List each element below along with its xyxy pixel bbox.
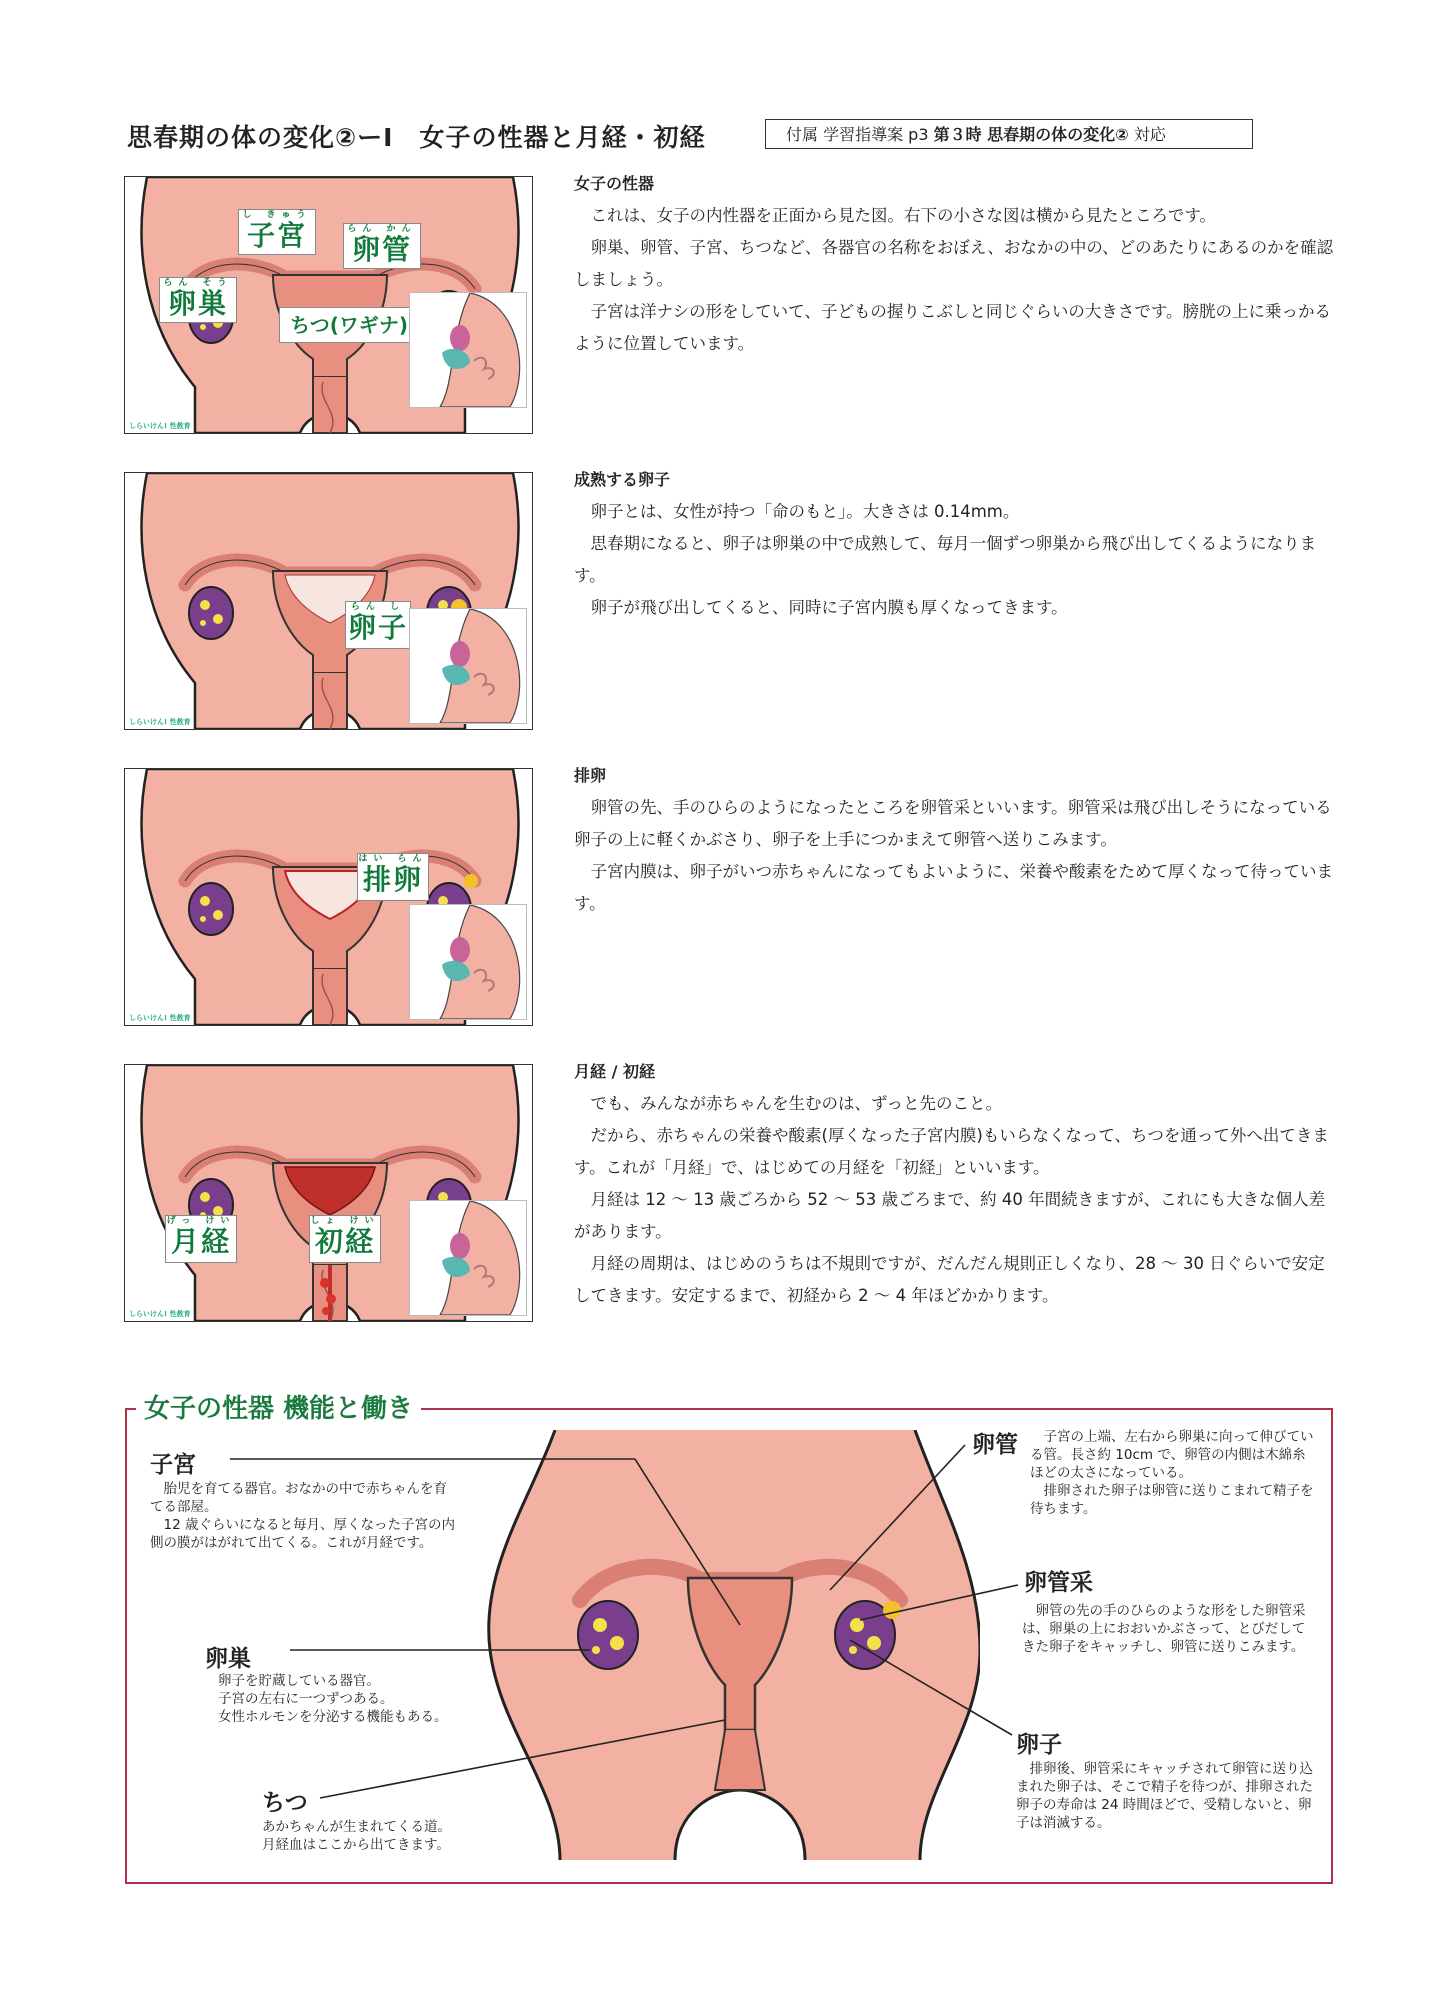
diagram-panel-genitals [124,176,533,434]
label-menstruation: げっ けい 月経 [165,1215,237,1263]
diagram-panel-ovulation [124,768,533,1026]
publisher-logo: しらいけん! 性教育 [129,1310,191,1318]
func-desc-fimbria: 卵管の先の手のひらのような形をした卵管采は、卵巣の上におおいかぶさって、とびだしてきた卵子をキャッチし、卵管に送りこみます。 [1022,1603,1306,1655]
publisher-logo: しらいけん! 性教育 [129,422,191,430]
functions-title: 女子の性器 機能と働き [136,1388,421,1425]
func-label-ovum: 卵子 [1016,1732,1062,1758]
func-label-fallopian-tube: 卵管 [972,1432,1018,1458]
label-ovulation: はい らん 排卵 [357,853,429,901]
side-view-inset [409,1200,527,1316]
label-menarche: しょ けい 初経 [309,1215,381,1263]
paragraph: だから、赤ちゃんの栄養や酸素(厚くなった子宮内膜)もいらなくなって、ちつを通って外へ出てきます。これが「月経」で、はじめての月経を「初経」といいます。 [574,1126,1329,1177]
section-heading: 排卵 [574,766,607,785]
func-desc-fallopian-tube: 子宮の上端、左右から卵巣に向って伸びている管。長さ約 10cm で、卵管の内側は木綿糸ほどの太さになっている。 排卵された卵子は卵管に送りこまれて精子を待ちます。 [1030,1429,1314,1517]
section-heading: 成熟する卵子 [574,470,671,489]
side-view-inset [409,608,527,724]
paragraph: でも、みんなが赤ちゃんを生むのは、ずっと先のこと。 [590,1094,1003,1113]
publisher-logo: しらいけん! 性教育 [129,1014,191,1022]
page-title: 思春期の体の変化②ーⅠ 女子の性器と月経・初経 [127,123,706,152]
section-ovum [574,466,1334,624]
func-label-uterus: 子宮 [150,1452,196,1478]
section-ovulation [574,762,1334,920]
label-vagina: ちつ(ワギナ) [279,307,419,343]
func-desc-vagina: あかちゃんが生まれてくる道。 月経血はここから出てきます。 [262,1819,451,1853]
section-menstruation [574,1058,1334,1312]
paragraph: 月経の周期は、はじめのうちは不規則ですが、だんだん規則正しくなり、28 ～ 30 日ぐらいで安定してきます。安定するまで、初経から 2 ～ 4 年ほどかかります。 [574,1254,1325,1305]
paragraph: 子宮は洋ナシの形をしていて、子どもの握りこぶしと同じぐらいの大きさです。膀胱の上に乗っかるように位置しています。 [574,302,1332,353]
paragraph: これは、女子の内性器を正面から見た図。右下の小さな図は横から見たところです。 [590,206,1217,225]
func-label-vagina: ちつ [262,1790,308,1816]
paragraph: 思春期になると、卵子は卵巣の中で成熟して、毎月一個ずつ卵巣から飛び出してくるようになります。 [574,534,1317,585]
diagram-panel-ovum [124,472,533,730]
paragraph: 月経は 12 ～ 13 歳ごろから 52 ～ 53 歳ごろまで、約 40 年間続きますが、これにも大きな個人差があります。 [574,1190,1326,1241]
paragraph: 卵子が飛び出してくると、同時に子宮内膜も厚くなってきます。 [590,598,1068,617]
side-view-inset [409,904,527,1020]
func-desc-ovary: 卵子を貯蔵している器官。 子宮の左右に一つずつある。 女性ホルモンを分泌する機能もある。 [218,1673,448,1725]
section-heading: 女子の性器 [574,174,655,193]
label-ovary: らん そう 卵巣 [159,277,237,323]
section-heading: 月経 / 初経 [574,1062,655,1081]
paragraph: 卵管の先、手のひらのようになったところを卵管采といいます。卵管采は飛び出しそうになっている卵子の上に軽くかぶさり、卵子を上手につかまえて卵管へ送りこみます。 [574,798,1332,849]
section-genitals [574,170,1334,360]
label-uterus: し きゅう 子宮 [238,209,316,255]
reference-box [765,119,1253,149]
func-desc-uterus: 胎児を育てる器官。おなかの中で赤ちゃんを育てる部屋。 12 歳ぐらいになると毎月、厚くなった子宮の内側の膜がはがれて出てくる。これが月経です。 [150,1481,455,1551]
diagram-panel-menstruation [124,1064,533,1322]
reference-prefix: 付属 学習指導案 p3 [786,125,929,144]
paragraph: 子宮内膜は、卵子がいつ赤ちゃんになってもよいように、栄養や酸素をためて厚くなって待っています。 [574,862,1333,913]
label-ovum: らん し 卵子 [345,601,411,649]
reference-bold: 第３時 思春期の体の変化② [933,125,1129,144]
label-fallopian-tube: らん かん 卵管 [343,223,421,269]
paragraph: 卵子とは、女性が持つ「命のもと」。大きさは 0.14mm。 [590,502,1020,521]
reference-suffix: 対応 [1133,125,1166,144]
func-label-ovary: 卵巣 [205,1646,251,1672]
side-view-inset [409,292,527,408]
func-desc-ovum: 排卵後、卵管采にキャッチされて卵管に送り込まれた卵子は、そこで精子を待つが、排卵された卵子の寿命は 24 時間ほどで、受精しないと、卵子は消滅する。 [1016,1761,1313,1831]
func-label-fimbria: 卵管采 [1024,1570,1093,1596]
functions-illustration [460,1430,980,1860]
publisher-logo: しらいけん! 性教育 [129,718,191,726]
paragraph: 卵巣、卵管、子宮、ちつなど、各器官の名称をおぼえ、おなかの中の、どのあたりにあるのかを確認しましょう。 [574,238,1334,289]
